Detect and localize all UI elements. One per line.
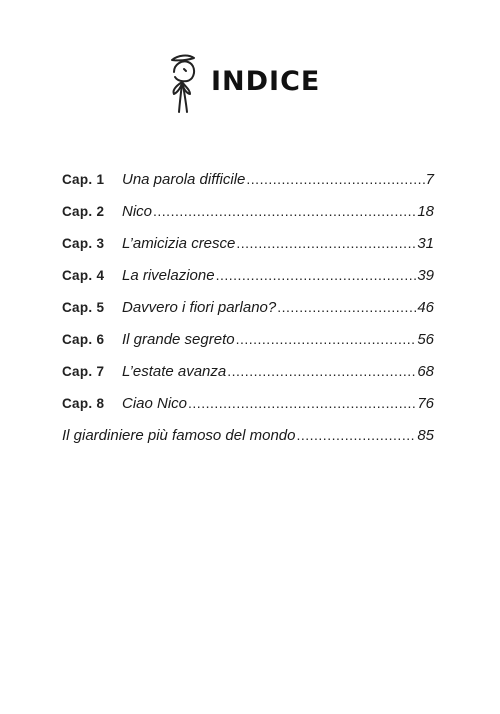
toc-row-chapter-4[interactable] bbox=[62, 267, 434, 299]
index-header bbox=[0, 52, 500, 122]
dot-leader bbox=[188, 395, 416, 411]
chapter-title: Davvero i fiori parlano? bbox=[122, 299, 277, 316]
toc-row-chapter-6[interactable] bbox=[62, 331, 434, 363]
page-number: 56 bbox=[417, 331, 434, 348]
page-number: 39 bbox=[417, 267, 434, 284]
toc-row-chapter-7[interactable] bbox=[62, 363, 434, 395]
page-number: 46 bbox=[417, 299, 434, 316]
chapter-number: Cap. 2 bbox=[62, 204, 105, 219]
toc-row-chapter-8[interactable] bbox=[62, 395, 434, 427]
chapter-number: Cap. 6 bbox=[62, 332, 105, 347]
chapter-number: Cap. 7 bbox=[62, 364, 105, 379]
chapter-title: La rivelazione bbox=[122, 267, 215, 284]
toc-row-appendix[interactable] bbox=[62, 427, 434, 459]
chapter-title: Nico bbox=[122, 203, 153, 220]
chapter-title: Il grande segreto bbox=[122, 331, 235, 348]
chapter-number: Cap. 3 bbox=[62, 236, 105, 251]
chapter-title: Ciao Nico bbox=[122, 395, 188, 412]
chapter-number: Cap. 4 bbox=[62, 268, 105, 283]
chapter-number: Cap. 5 bbox=[62, 300, 105, 315]
page-number: 18 bbox=[417, 203, 434, 220]
dot-leader bbox=[153, 203, 416, 219]
toc-row-chapter-2[interactable] bbox=[62, 203, 434, 235]
dot-leader bbox=[236, 331, 417, 347]
toc-row-chapter-1[interactable] bbox=[62, 171, 434, 203]
page-number: 68 bbox=[417, 363, 434, 380]
dot-leader bbox=[227, 363, 416, 379]
dot-leader bbox=[277, 299, 416, 315]
appendix-title: Il giardiniere più famoso del mondo bbox=[62, 427, 296, 444]
chapter-title: L’estate avanza bbox=[122, 363, 227, 380]
dot-leader bbox=[216, 267, 417, 283]
page-number: 76 bbox=[417, 395, 434, 412]
chapter-title: L’amicizia cresce bbox=[122, 235, 236, 252]
page-title: INDICE bbox=[211, 66, 321, 97]
chapter-title: Una parola difficile bbox=[122, 171, 246, 188]
table-of-contents bbox=[62, 171, 434, 459]
page-number: 85 bbox=[417, 427, 434, 444]
page-number: 31 bbox=[417, 235, 434, 252]
toc-row-chapter-5[interactable] bbox=[62, 299, 434, 331]
chapter-number: Cap. 8 bbox=[62, 396, 105, 411]
dot-leader bbox=[236, 235, 416, 251]
dot-leader bbox=[246, 171, 424, 187]
dot-leader bbox=[296, 427, 416, 443]
chapter-number: Cap. 1 bbox=[62, 172, 105, 187]
sprout-with-ribbon-icon bbox=[160, 52, 204, 116]
toc-row-chapter-3[interactable] bbox=[62, 235, 434, 267]
page-number: 7 bbox=[425, 171, 434, 188]
